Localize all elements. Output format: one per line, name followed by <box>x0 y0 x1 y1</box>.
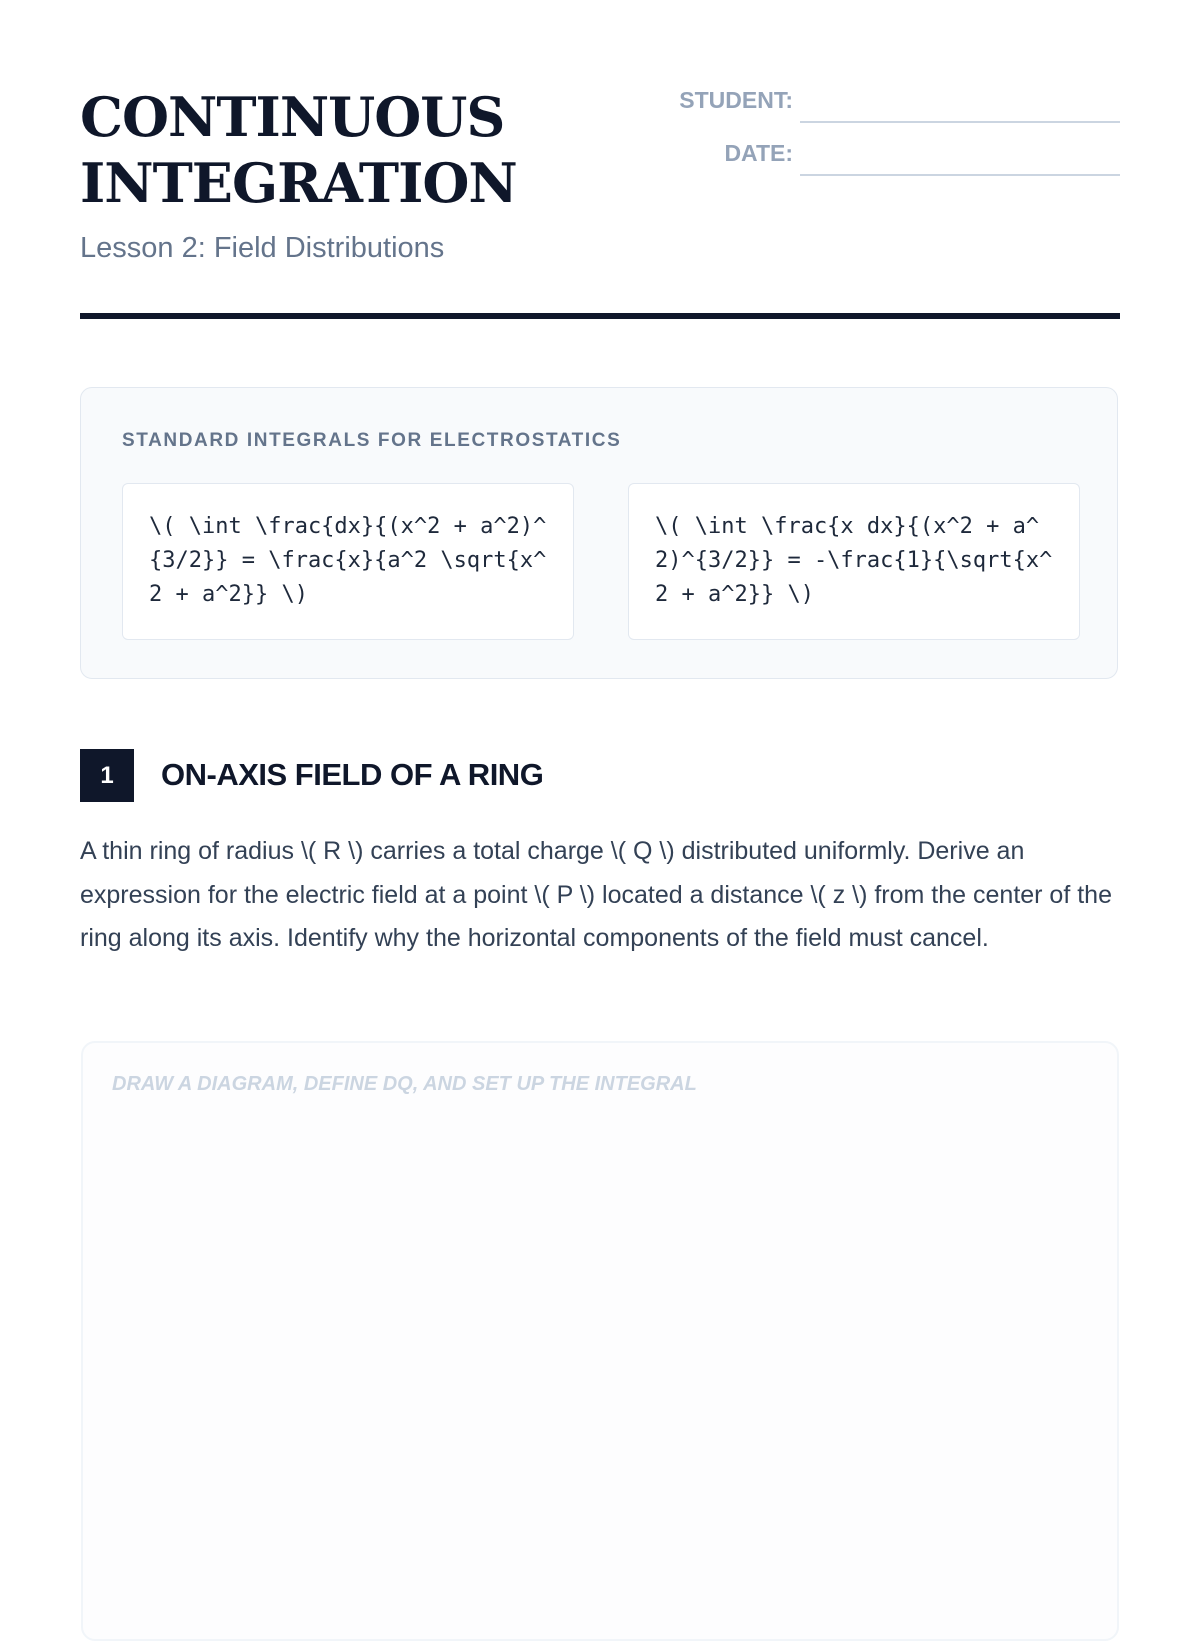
student-label: STUDENT: <box>679 87 793 113</box>
date-field[interactable] <box>640 138 1120 178</box>
lesson-subtitle: Lesson 2: Field Distributions <box>80 232 445 264</box>
header-divider <box>80 313 1120 319</box>
formula-card-1: \( \int \frac{dx}{(x^2 + a^2)^{3/2}} = \frac{x}{a^2 \sqrt{x^2 + a^2}} \) <box>122 483 574 640</box>
student-line[interactable] <box>800 121 1120 123</box>
answer-work-area[interactable] <box>81 1041 1119 1641</box>
question-title: ON-AXIS FIELD OF A RING <box>161 757 544 792</box>
reference-heading: STANDARD INTEGRALS FOR ELECTROSTATICS <box>122 430 622 451</box>
student-field[interactable] <box>640 85 1120 125</box>
reference-panel <box>80 387 1118 679</box>
page-title <box>80 84 517 216</box>
page-title-line-2: INTEGRATION <box>80 151 517 215</box>
date-line[interactable] <box>800 174 1120 176</box>
page-title-line-1: CONTINUOUS <box>80 85 505 149</box>
question-body: A thin ring of radius \( R \) carries a total charge \( Q \) distributed uniformly. Derive an expression for the electric field at a point \( P \) located a distance \( z \) from the center of the ring along its axis. Identify why the horizontal components of the field must cancel. <box>80 837 1112 952</box>
date-label: DATE: <box>724 140 793 166</box>
formula-card-2: \( \int \frac{x dx}{(x^2 + a^2)^{3/2}} = -\frac{1}{\sqrt{x^2 + a^2}} \) <box>628 483 1080 640</box>
question-number-badge: 1 <box>80 749 134 802</box>
work-area-prompt: DRAW A DIAGRAM, DEFINE DQ, AND SET UP THE INTEGRAL <box>112 1073 697 1095</box>
